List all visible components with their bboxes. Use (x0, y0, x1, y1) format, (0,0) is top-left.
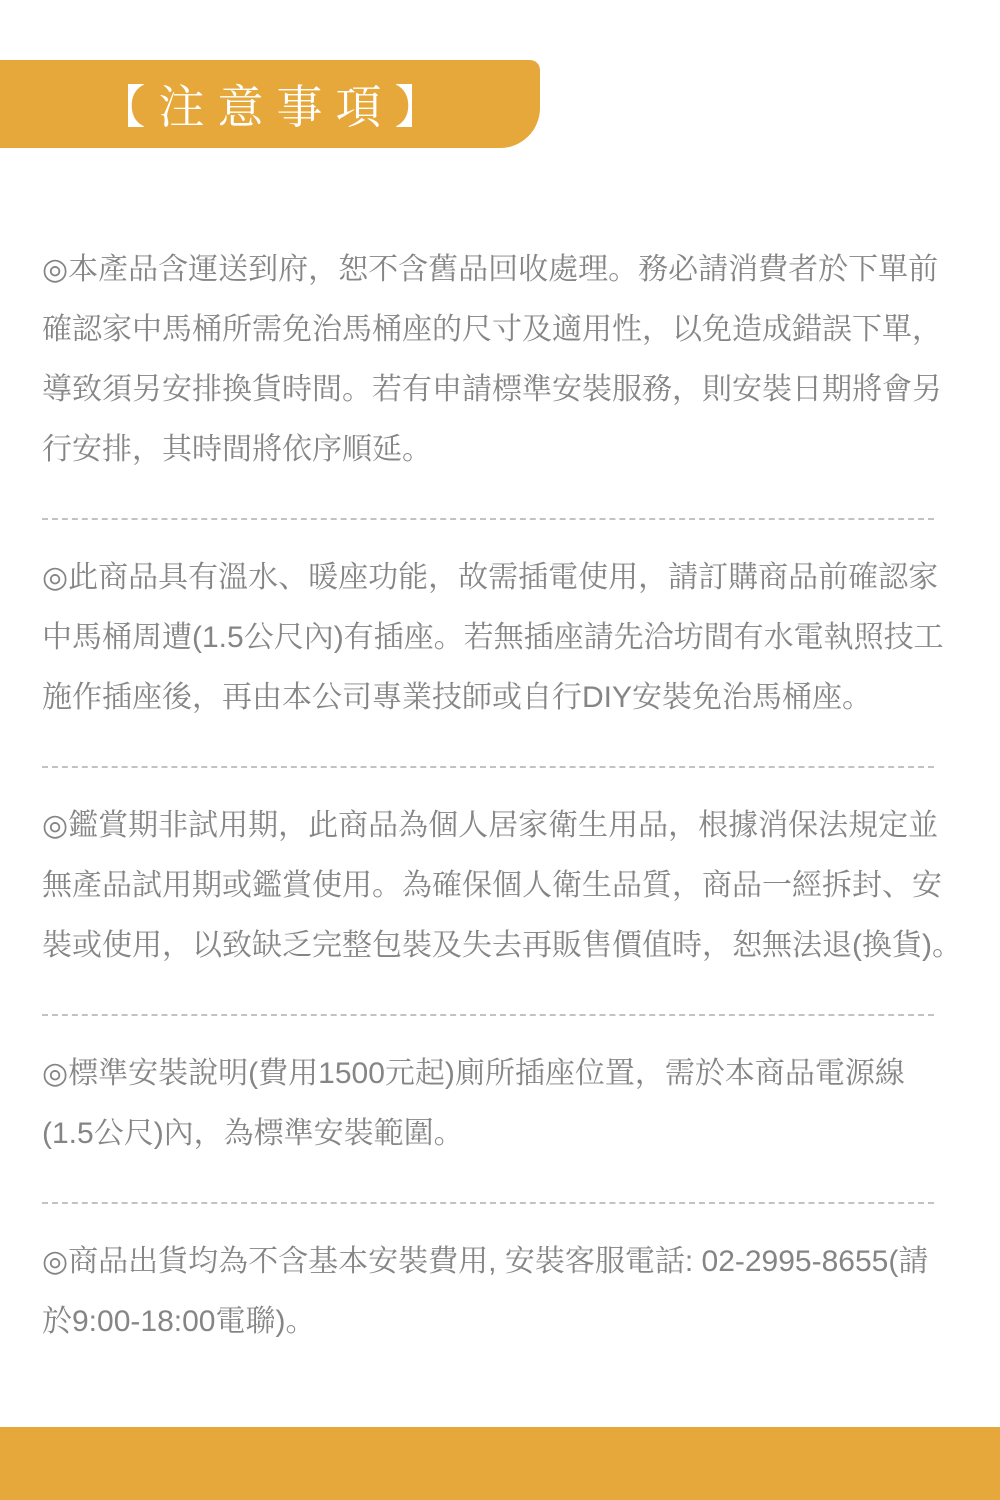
notice-paragraph-shipping (42, 240, 942, 480)
notice-line: 施作插座後，再由本公司專業技師或自行DIY安裝免治馬桶座。 (42, 681, 873, 714)
notice-line: ◎商品出貨均為不含基本安裝費用, 安裝客服電話: 02-2995-8655(請 (42, 1245, 929, 1278)
notice-line: 行安排，其時間將依序順延。 (42, 433, 432, 466)
notice-line: 確認家中馬桶所需免治馬桶座的尺寸及適用性，以免造成錯誤下單， (42, 313, 942, 346)
notice-line: ◎標準安裝說明(費用1500元起)廁所插座位置，需於本商品電源線 (42, 1057, 905, 1090)
notice-line: ◎鑑賞期非試用期，此商品為個人居家衛生用品，根據消保法規定並 (42, 809, 939, 842)
notice-paragraph-installation (42, 1044, 942, 1164)
notice-line: 裝或使用，以致缺乏完整包裝及失去再販售價值時，恕無法退(換貨)。 (42, 929, 962, 962)
dashed-divider (42, 766, 934, 768)
notice-content (42, 240, 962, 1352)
notice-line: 中馬桶周遭(1.5公尺內)有插座。若無插座請先洽坊間有水電執照技工 (42, 621, 944, 654)
notice-line: 無產品試用期或鑑賞使用。為確保個人衛生品質，商品一經拆封、安 (42, 869, 942, 902)
dashed-divider (42, 1014, 934, 1016)
dashed-divider (42, 1202, 934, 1204)
notice-line: 於9:00-18:00電聯)。 (42, 1305, 316, 1338)
notice-line: 導致須另安排換貨時間。若有申請標準安裝服務，則安裝日期將會另 (42, 373, 942, 406)
notice-paragraph-service-phone (42, 1232, 942, 1352)
notice-paragraph-power (42, 548, 942, 728)
bottom-accent-bar (0, 1427, 1000, 1500)
notice-line: (1.5公尺)內，為標準安裝範圍。 (42, 1117, 464, 1150)
dashed-divider (42, 518, 934, 520)
section-title: 【注意事項】 (99, 81, 454, 133)
notice-line: ◎此商品具有溫水、暖座功能，故需插電使用，請訂購商品前確認家 (42, 561, 939, 594)
notice-paragraph-return-policy (42, 796, 962, 976)
section-header-tab (0, 60, 540, 148)
notice-line: ◎本產品含運送到府，恕不含舊品回收處理。務必請消費者於下單前 (42, 253, 939, 286)
